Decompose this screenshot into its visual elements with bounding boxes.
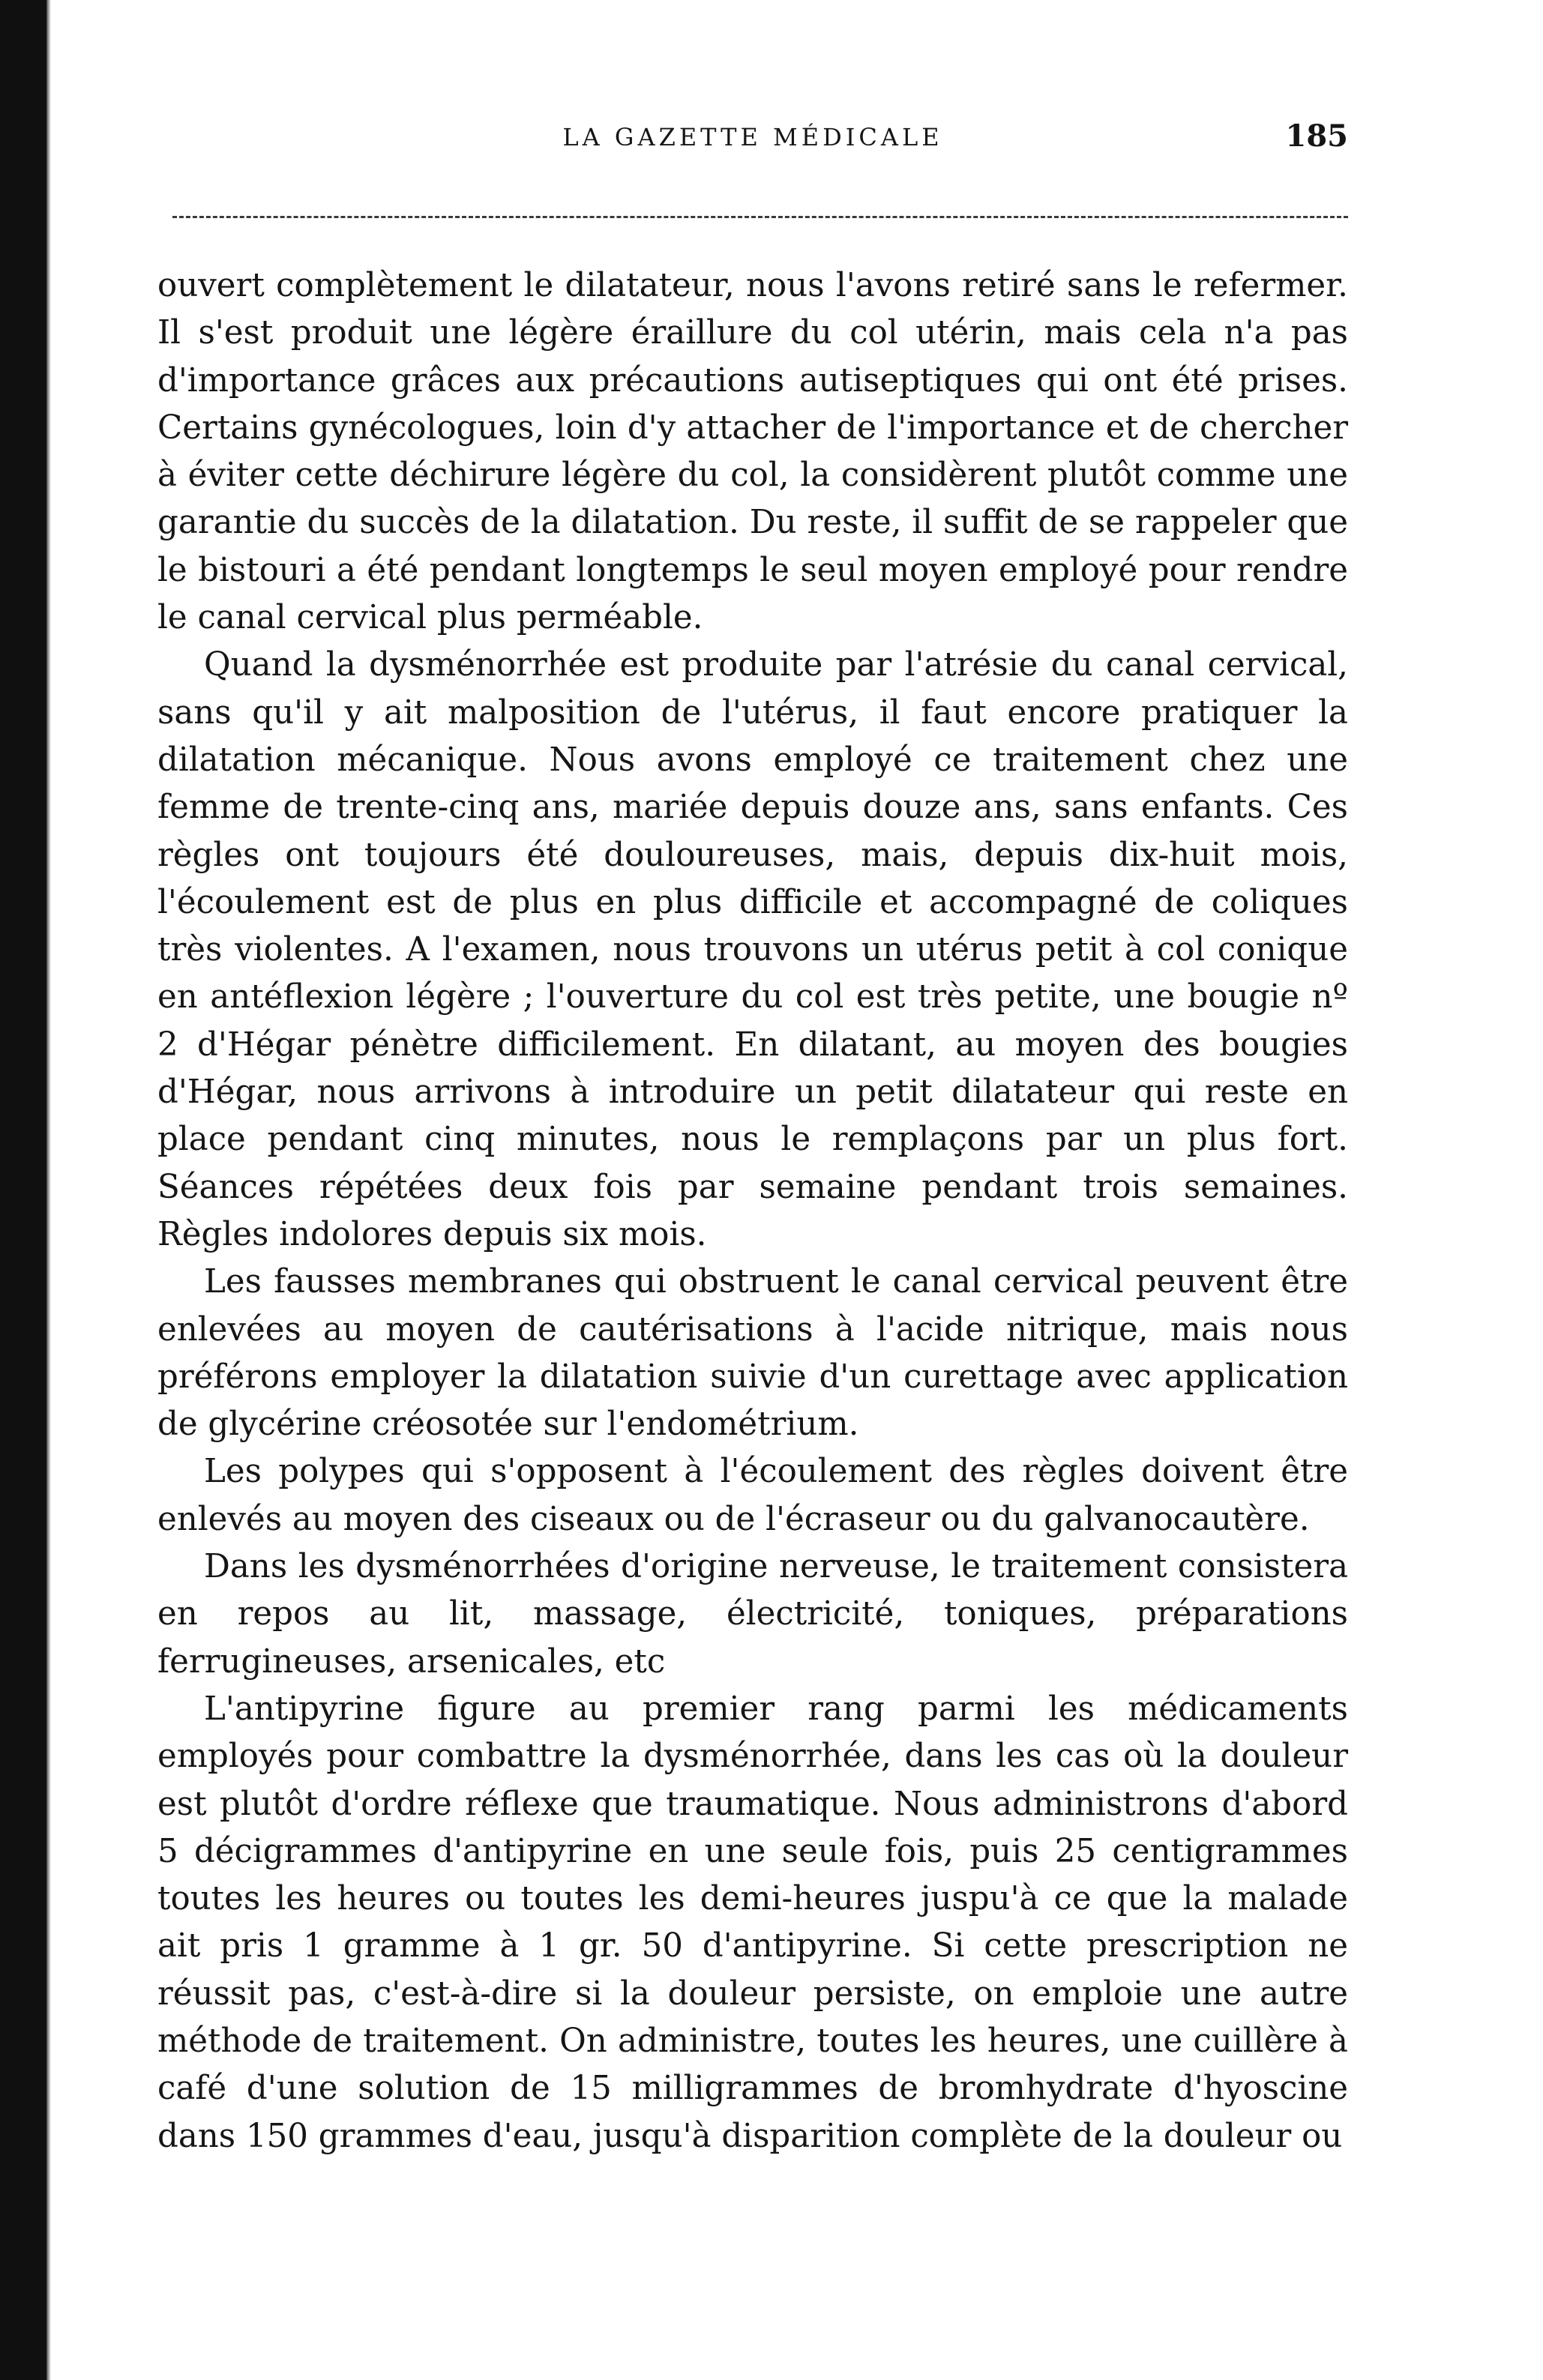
paragraph-1: ouvert complètement le dilatateur, nous l'avons retiré sans le refermer. Il s'est produit une légère éraillure du col utérin, mais cela n'a pas d'importance grâces aux précautions autiseptiques qui ont été prises. Certains gynécologues, loin d'y attacher de l'importance et de chercher à éviter cette déchirure légère du col, la considèrent plutôt comme une garantie du succès de la dilatation. Du reste, il suffit de se rappeler que le bistouri a été pendant longtemps le seul moyen employé pour rendre le canal cervical plus perméable.: [157, 267, 1348, 637]
running-header: [157, 112, 1348, 165]
paragraph-2: Quand la dysménorrhée est produite par l'atrésie du canal cervical, sans qu'il y ait malposition de l'utérus, il faut encore pratiquer la dilatation mécanique. Nous avons employé ce traitement chez une femme de trente-cinq ans, mariée depuis douze ans, sans enfants. Ces règles ont toujours été douloureuses, mais, depuis dix-huit mois, l'écoulement est de plus en plus difficile et accompagné de coliques très violentes. A l'examen, nous trouvons un utérus petit à col conique en antéflexion légère ; l'ouverture du col est très petite, une bougie nº 2 d'Hégar pénètre difficilement. En dilatant, au moyen des bougies d'Hégar, nous arrivons à introduire un petit dilatateur qui reste en place pendant cinq minutes, nous le remplaçons par un plus fort. Séances répétées deux fois par semaine pendant trois semaines. Règles indolores depuis six mois.: [157, 646, 1348, 1253]
paragraph-3: Les fausses membranes qui obstruent le canal cervical peuvent être enlevées au moyen de cautérisations à l'acide nitrique, mais nous préférons employer la dilatation suivie d'un curettage avec application de glycérine créosotée sur l'endométrium.: [157, 1263, 1348, 1444]
running-title: LA GAZETTE MÉDICALE: [562, 123, 943, 151]
page-gutter: [46, 0, 51, 2380]
page-number: 185: [1285, 118, 1348, 154]
paragraph-5: Dans les dysménorrhées d'origine nerveuse, le traitement consistera en repos au lit, massage, électricité, toniques, préparations ferrugineuses, arsenicales, etc: [157, 1548, 1348, 1681]
paragraph-6: L'antipyrine figure au premier rang parmi les médicaments employés pour combattre la dysménorrhée, dans les cas où la douleur est plutôt d'ordre réflexe que traumatique. Nous administrons d'abord 5 décigrammes d'antipyrine en une seule fois, puis 25 centigrammes toutes les heures ou toutes les demi-heures juspu'à ce que la malade ait pris 1 gramme à 1 gr. 50 d'antipyrine. Si cette prescription ne réussit pas, c'est-à-dire si la douleur persiste, on emploie une autre méthode de traitement. On administre, toutes les heures, une cuillère à café d'une solution de 15 milligrammes de bromhydrate d'hyoscine dans 150 grammes d'eau, jusqu'à disparition complète de la douleur ou: [157, 1690, 1348, 2155]
body-text: [157, 262, 1348, 2160]
header-rule: [172, 216, 1348, 218]
book-spine-shadow: [0, 0, 46, 2380]
document-page: [157, 112, 1348, 2160]
paragraph-4: Les polypes qui s'opposent à l'écoulement des règles doivent être enlevés au moyen des ciseaux ou de l'écraseur ou du galvanocautère.: [157, 1453, 1348, 1538]
